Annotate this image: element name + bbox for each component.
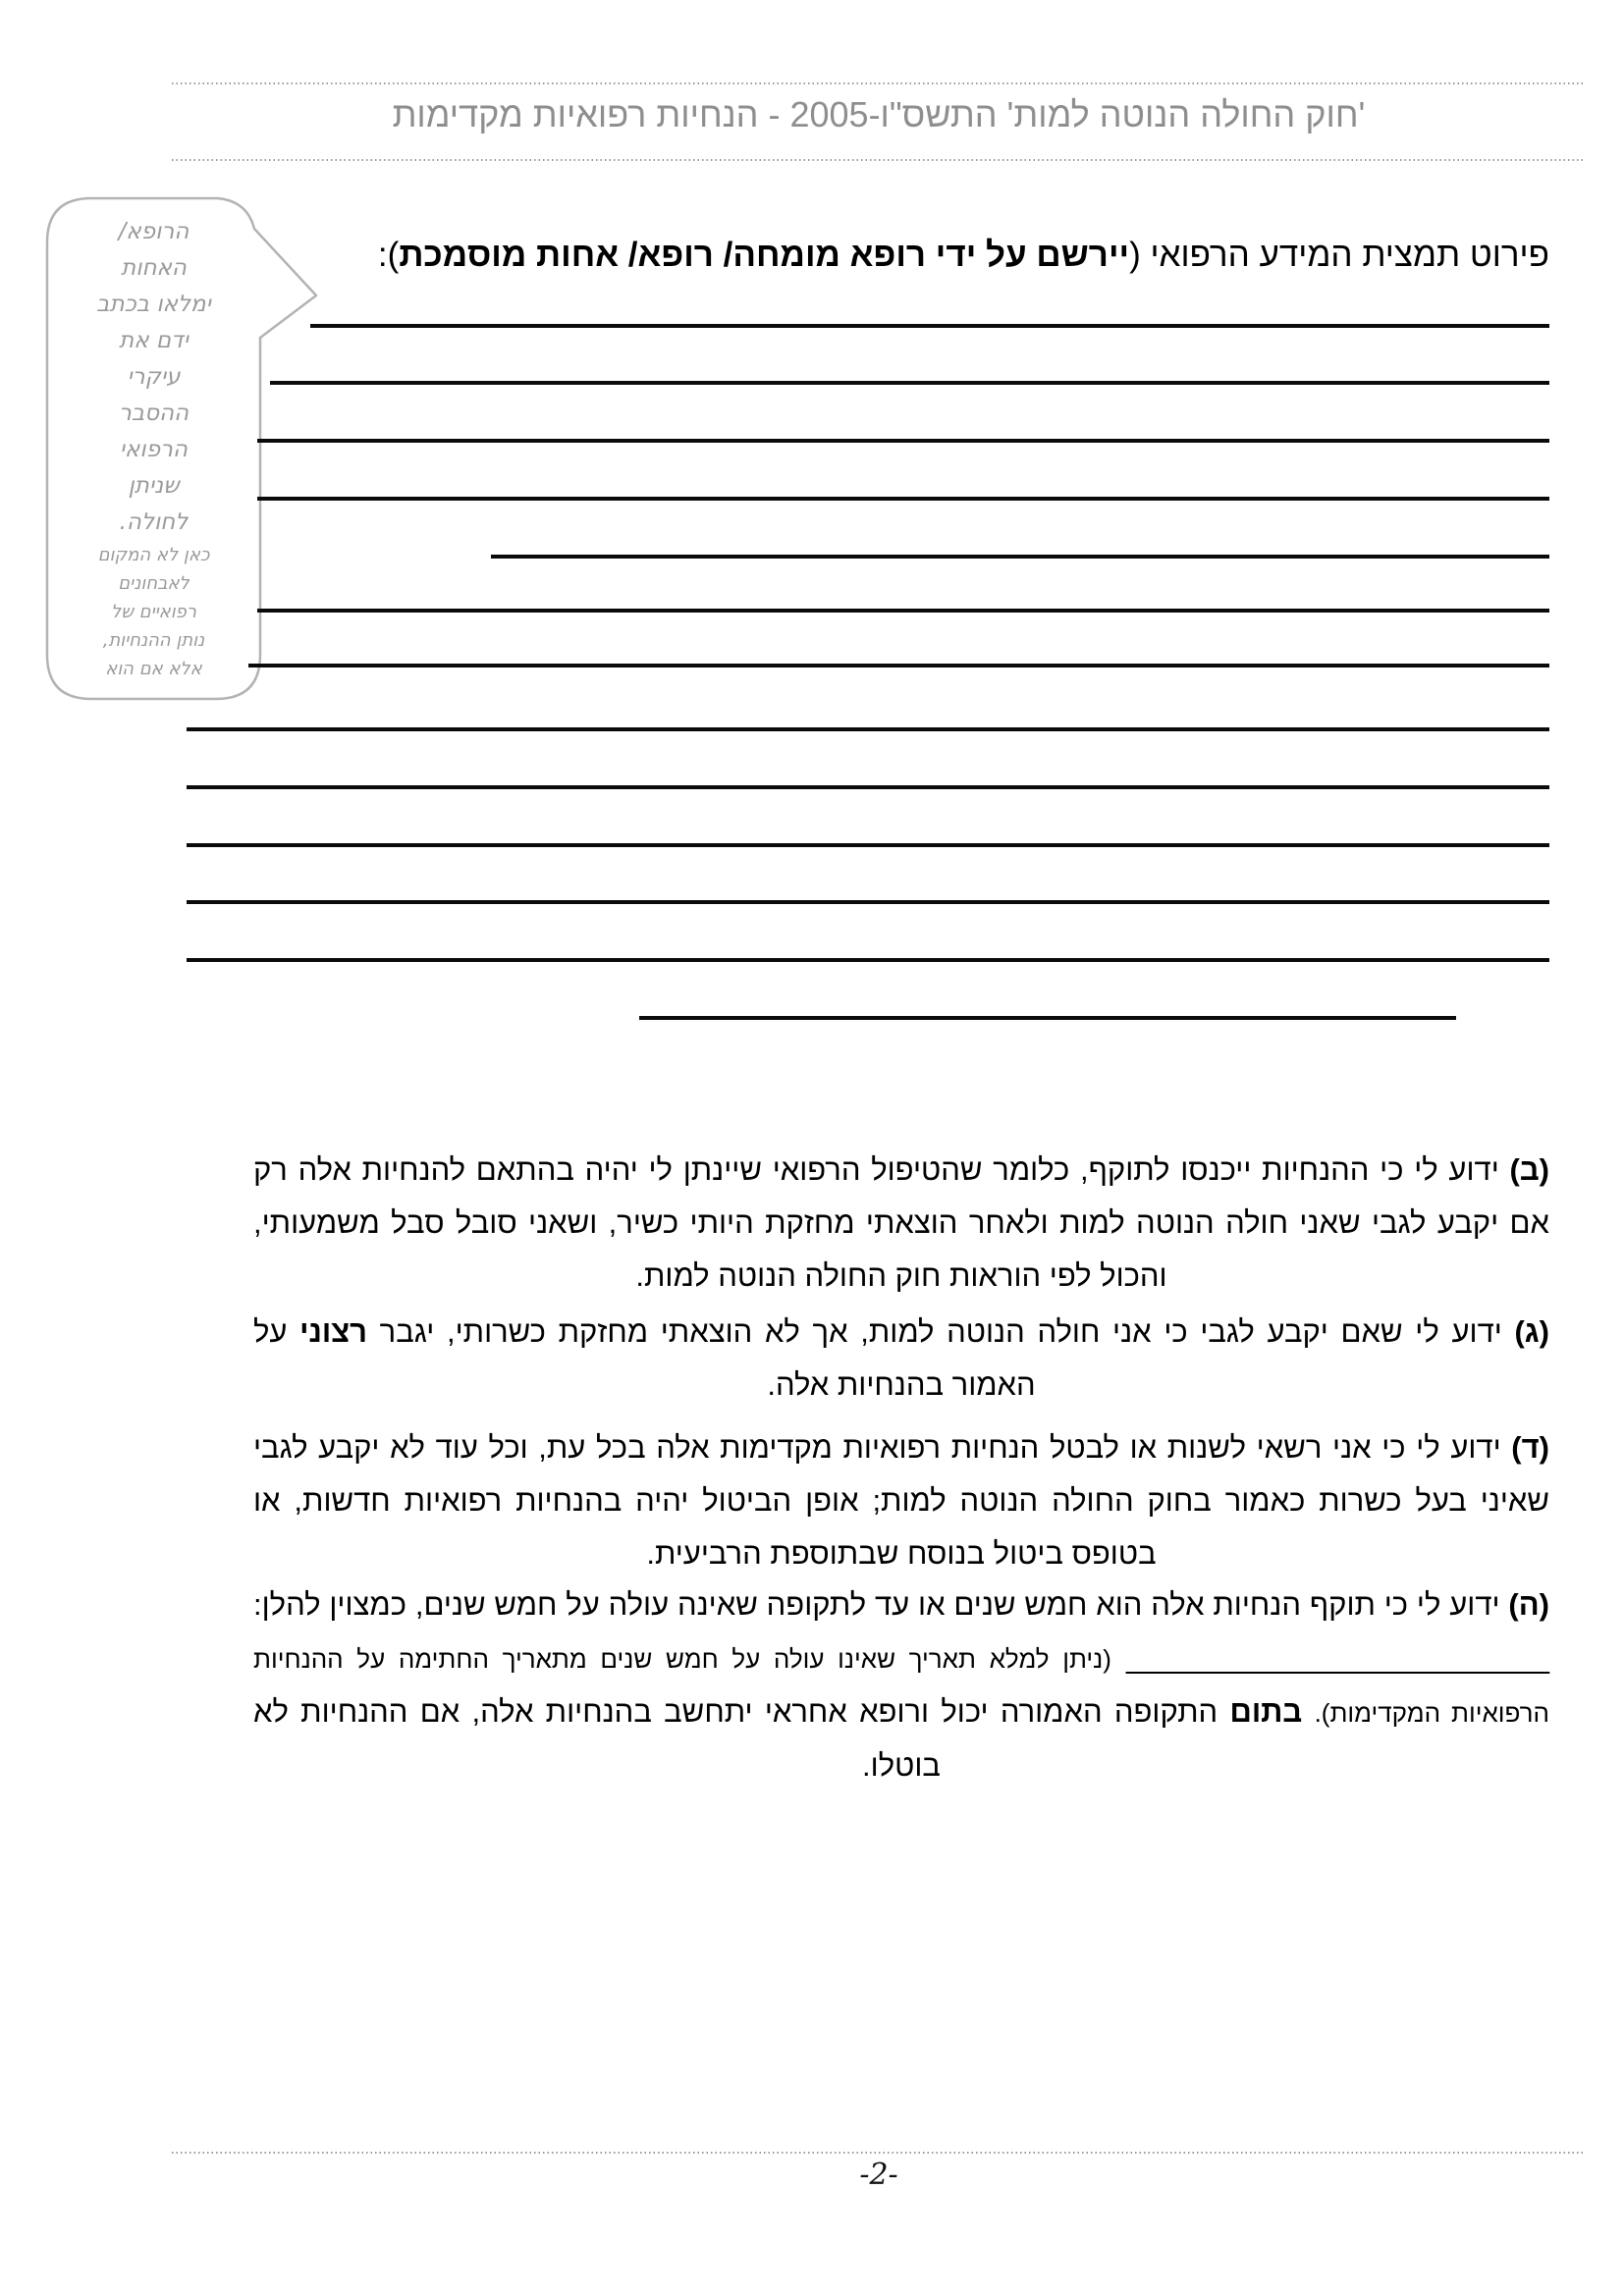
document-header-title: 'חוק החולה הנוטה למות' התשס"ו-2005 - הנחיות רפואיות מקדימות <box>392 94 1366 134</box>
blank-writing-line <box>257 439 1549 443</box>
bubble-note-main: הרופא/ האחות ימלאו בכתב ידם את עיקרי ההסבר הרפואי שניתן לחולה. <box>96 219 211 535</box>
section-title: פירוט תמצית המידע הרפואי (יירשם על ידי רופא מומחה/ רופא/ אחות מוסמכת): <box>377 236 1549 274</box>
blank-writing-line <box>187 785 1549 789</box>
blank-writing-line <box>187 843 1549 847</box>
blank-writing-line <box>639 1016 1456 1020</box>
expiry-date-blank: _________________________ <box>1125 1640 1549 1675</box>
blank-writing-line <box>248 664 1549 667</box>
blank-writing-line <box>187 727 1549 731</box>
bubble-note-text <box>49 214 258 683</box>
clause-hey: (ה) ידוע לי כי תוקף הנחיות אלה הוא חמש שנים או עד לתקופה שאינה עולה על חמש שנים, כמצוין להלן: _________________________ (ניתן למלא תאריך שאינו עולה על חמש שנים מתאריך החתימה על ההנחיות הרפואיות המקדימות). בתום התקופה האמורה יכול ורופא אחראי יתחשב בהנחיות אלה, אם ההנחיות לא בוטלו. <box>253 1587 1549 1783</box>
footer-divider <box>172 2152 1586 2154</box>
blank-writing-line <box>491 555 1549 559</box>
header-divider-bottom <box>172 159 1586 161</box>
header-divider-top <box>172 82 1586 84</box>
clause-bet: (ב) ידוע לי כי ההנחיות ייכנסו לתוקף, כלומר שהטיפול הרפואי שיינתן לי יהיה בהתאם להנחיות אלה רק אם יקבע לגבי שאני חולה הנוטה למות ולאחר הוצאתי מחזקת היותי כשיר, ושאני סובל סבל משמעותי, והכול לפי הוראות חוק החולה הנוטה למות. <box>253 1152 1549 1293</box>
blank-writing-line <box>257 497 1549 501</box>
bubble-note-secondary: כאן לא המקום לאבחונים רפואיים של נותן ההנחיות, אלא אם הוא <box>97 545 210 679</box>
blank-writing-line <box>310 324 1549 328</box>
blank-writing-line <box>270 381 1549 385</box>
blank-writing-line <box>187 900 1549 904</box>
blank-writing-line <box>257 609 1549 613</box>
clause-dalet: (ד) ידוע לי כי אני רשאי לשנות או לבטל הנחיות רפואיות מקדימות אלה בכל עת, וכל עוד לא יקבע לגבי שאיני בעל כשרות כאמור בחוק החולה הנוטה למות; אופן הביטול יהיה בהנחיות רפואיות חדשות, או בטופס ביטול בנוסח שבתוספת הרביעית. <box>253 1430 1549 1571</box>
blank-writing-line <box>187 958 1549 962</box>
page-number: -2- <box>859 2158 898 2192</box>
clause-gimel: (ג) ידוע לי שאם יקבע לגבי כי אני חולה הנוטה למות, אך לא הוצאתי מחזקת כשרותי, יגבר רצוני על האמור בהנחיות אלה. <box>253 1314 1549 1402</box>
